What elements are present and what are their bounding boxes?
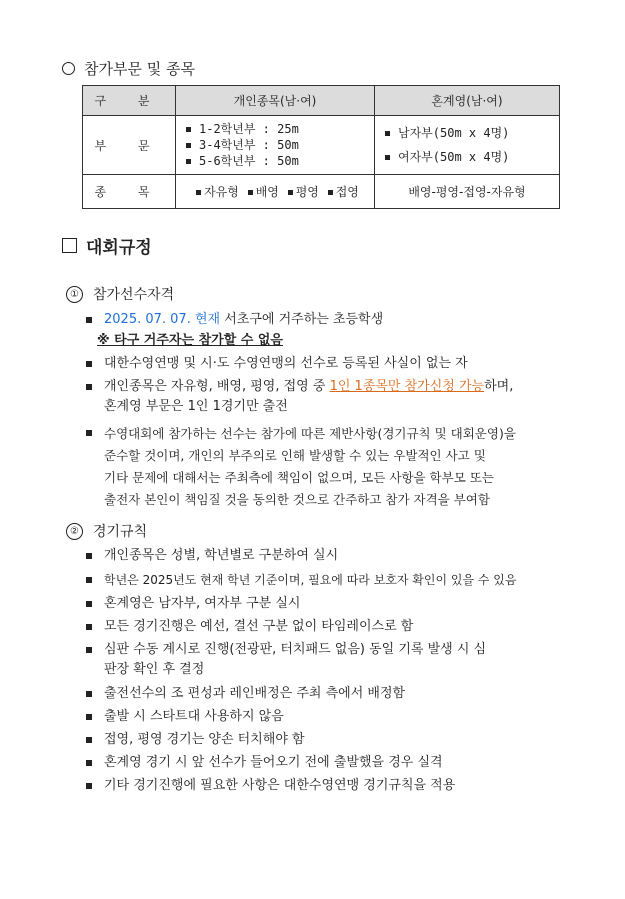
relay-division-cell — [375, 116, 560, 175]
list-item: 출전선수의 조 편성과 레인배정은 주최 측에서 배정함 — [86, 684, 586, 704]
section-title: 참가부문 및 종목 — [84, 60, 195, 78]
list-item: 개인종목은 성별, 학년별로 구분하여 실시 — [86, 546, 586, 566]
table-row-event — [83, 175, 560, 209]
checkbox-square-icon — [62, 238, 77, 253]
eligibility-note: ※ 타구 거주자는 참가할 수 없음 — [97, 333, 283, 348]
row-label-division: 부 문 — [83, 116, 176, 175]
number-badge: ② — [66, 523, 83, 540]
subsection-title: 경기규칙 — [93, 524, 148, 540]
table-header-row — [83, 86, 560, 116]
list-item: 학년은 2025년도 현재 학년 기준이며, 필요에 따라 보호자 확인이 있을 수 있음 — [86, 570, 586, 590]
list-item: 2025. 07. 07. 현재 서초구에 거주하는 초등학생 — [86, 310, 586, 330]
list-item: 3-4학년부 : 50m — [176, 137, 374, 153]
section-title: 대회규정 — [86, 238, 152, 258]
list-item: 기타 경기진행에 필요한 사항은 대한수영연맹 경기규칙을 적용 — [86, 776, 586, 796]
subsection-competition-rules — [66, 521, 147, 541]
circle-bullet-icon — [62, 62, 75, 75]
list-item: 대한수영연맹 및 시·도 수영연맹의 선수로 등록된 사실이 없는 자 — [86, 354, 586, 374]
section-heading-participation — [62, 58, 195, 79]
participation-table — [82, 85, 560, 209]
section-heading-rules — [62, 233, 152, 258]
subsection-title: 참가선수자격 — [93, 287, 175, 303]
list-item: 심판 수동 계시로 진행(전광판, 터치패드 없음) 동일 기록 발생 시 심 판장 확인 후 결정 — [86, 640, 586, 680]
relay-event-cell: 배영-평영-접영-자유형 — [375, 175, 560, 209]
list-item: 개인종목은 자유형, 배영, 평영, 접영 중 1인 1종목만 참가신청 가능하며, 혼계영 부문은 1인 1경기만 출전 — [86, 377, 586, 417]
list-item: 모든 경기진행은 예선, 결선 구분 없이 타임레이스로 함 — [86, 617, 586, 637]
list-item: 혼계영 경기 시 앞 선수가 들어오기 전에 출발했을 경우 실격 — [86, 753, 586, 773]
list-item: 접영, 평영 경기는 양손 터치해야 함 — [86, 730, 586, 750]
table-row-division — [83, 116, 560, 175]
individual-division-cell — [176, 116, 375, 175]
list-item: 5-6학년부 : 50m — [176, 153, 374, 169]
subsection-eligibility — [66, 284, 174, 304]
header-category: 구 분 — [83, 86, 176, 116]
list-item: 혼계영은 남자부, 여자부 구분 실시 — [86, 594, 586, 614]
list-item: 수영대회에 참가하는 선수는 참가에 따른 제반사항(경기규칙 및 대회운영)을 준수할 것이며, 개인의 부주의로 인해 발생할 수 있는 우발적인 사고 및 기타 문제에 대해서는 주최측에 책임이 없으며, 모든 사항을 학부모 또는 출전자 본인이 책임질 것을 동의한 것으로 간주하고 참가 자격을 부여함 — [86, 423, 586, 511]
list-item: 여자부(50m x 4명) — [375, 149, 559, 165]
header-individual: 개인종목(남·여) — [176, 86, 375, 116]
number-badge: ① — [66, 286, 83, 303]
header-relay: 혼계영(남·여) — [375, 86, 560, 116]
list-item: 출발 시 스타트대 사용하지 않음 — [86, 707, 586, 727]
individual-event-cell: 자유형 배영 평영 접영 — [176, 175, 375, 209]
list-item: 남자부(50m x 4명) — [375, 125, 559, 141]
row-label-event: 종 목 — [83, 175, 176, 209]
list-item: 1-2학년부 : 25m — [176, 121, 374, 137]
